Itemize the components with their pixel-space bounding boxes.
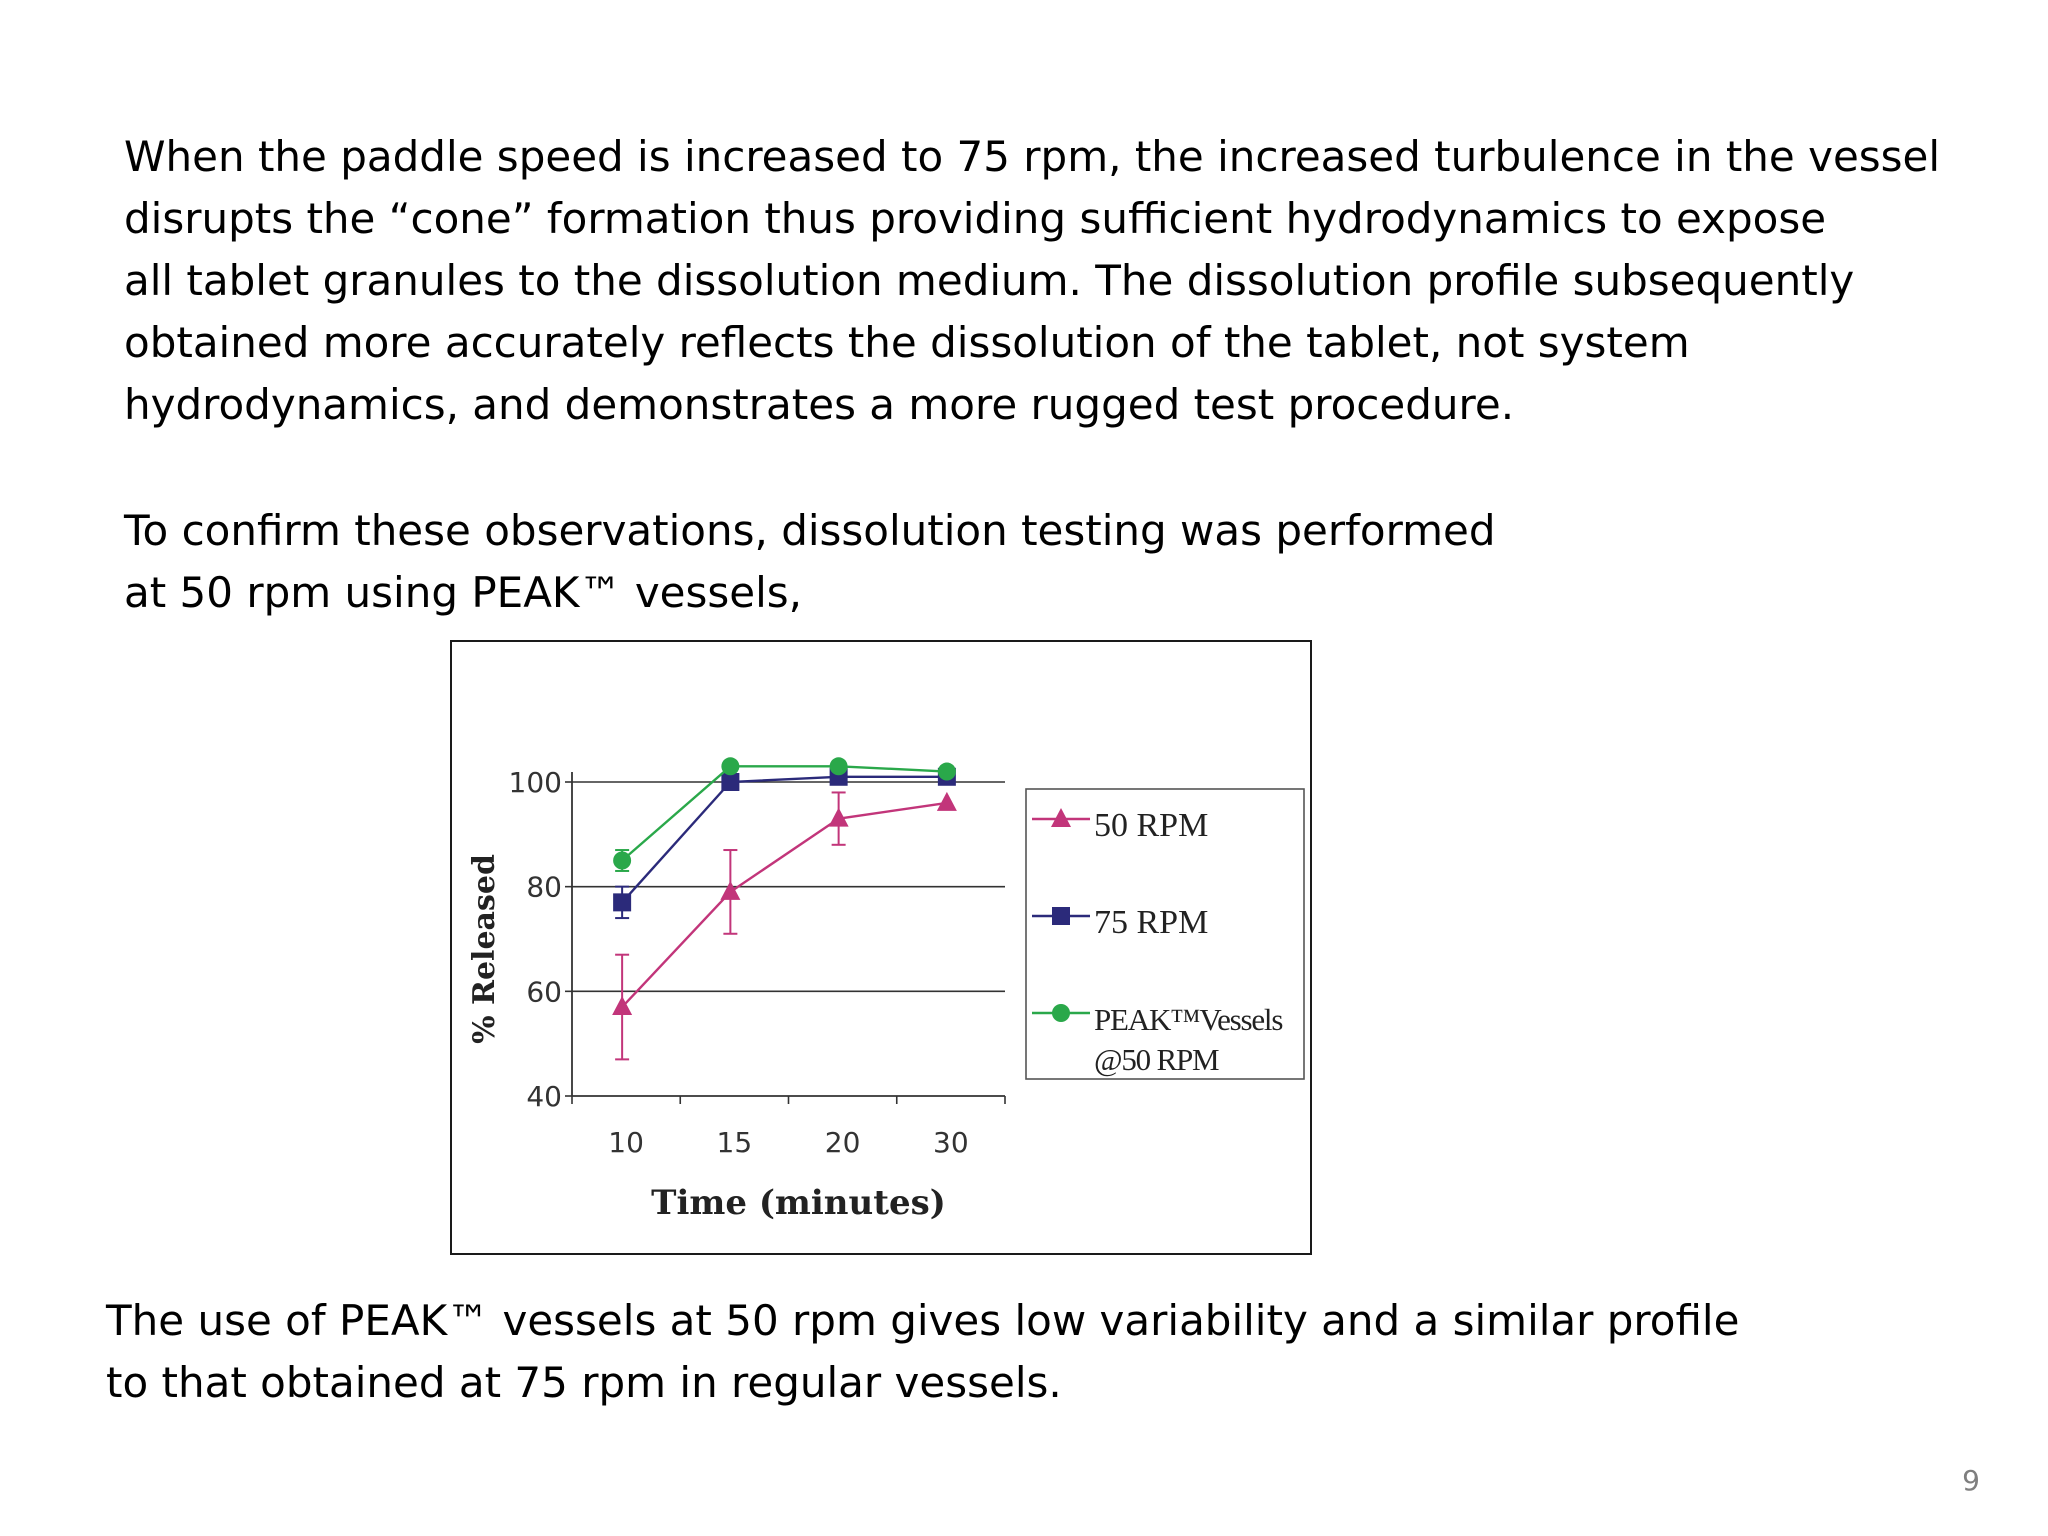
x-tick-label: 20 [824, 1126, 861, 1159]
legend-label: 75 RPM [1094, 904, 1209, 941]
y-tick-label: 100 [508, 766, 562, 799]
data-point [720, 881, 740, 900]
y-tick-label: 60 [526, 975, 562, 1009]
legend-marker [1052, 907, 1070, 925]
legend-label: @50 RPM [1094, 1042, 1219, 1077]
text-line: hydrodynamics, and demonstrates a more rugged test procedure. [124, 380, 1515, 429]
y-tick-label: 40 [526, 1080, 562, 1113]
text-line: to that obtained at 75 rpm in regular vessels. [106, 1358, 1062, 1407]
data-point [937, 792, 957, 811]
conclusion-paragraph [106, 1290, 1986, 1414]
text-line: disrupts the “cone” formation thus providing sufficient hydrodynamics to expose [124, 194, 1827, 243]
text-line: When the paddle speed is increased to 75 rpm, the increased turbulence in the vessel [124, 132, 1941, 181]
legend-label: 50 RPM [1094, 807, 1209, 844]
confirmation-paragraph [124, 500, 2004, 624]
data-point [830, 757, 848, 775]
data-point [721, 773, 739, 791]
text-line: To confirm these observations, dissolution testing was performed [124, 506, 1496, 555]
legend-marker [1052, 1004, 1070, 1022]
text-line: obtained more accurately reflects the dissolution of the tablet, not system [124, 318, 1690, 367]
text-line: The use of PEAK™ vessels at 50 rpm gives low variability and a similar profile [106, 1296, 1740, 1345]
page-number: 9 [1962, 1464, 1980, 1497]
series-line [622, 803, 947, 1007]
series-line [622, 777, 947, 903]
data-point [938, 763, 956, 781]
y-tick-label: 80 [526, 870, 562, 904]
text-line: all tablet granules to the dissolution medium. The dissolution profile subsequently [124, 256, 1855, 305]
y-axis-title: % Released [467, 854, 502, 1044]
x-tick-label: 15 [716, 1126, 753, 1159]
chart-canvas [452, 642, 1310, 1253]
x-tick-label: 10 [608, 1126, 644, 1159]
data-point [721, 757, 739, 775]
intro-paragraph [124, 126, 2004, 436]
x-tick-label: 30 [933, 1126, 969, 1159]
x-axis-title: Time (minutes) [651, 1183, 946, 1223]
legend-label: PEAK™Vessels [1094, 1002, 1283, 1037]
text-line: at 50 rpm using PEAK™ vessels, [124, 568, 803, 617]
data-point [613, 893, 631, 911]
dissolution-chart [450, 640, 1312, 1255]
data-point [613, 852, 631, 870]
